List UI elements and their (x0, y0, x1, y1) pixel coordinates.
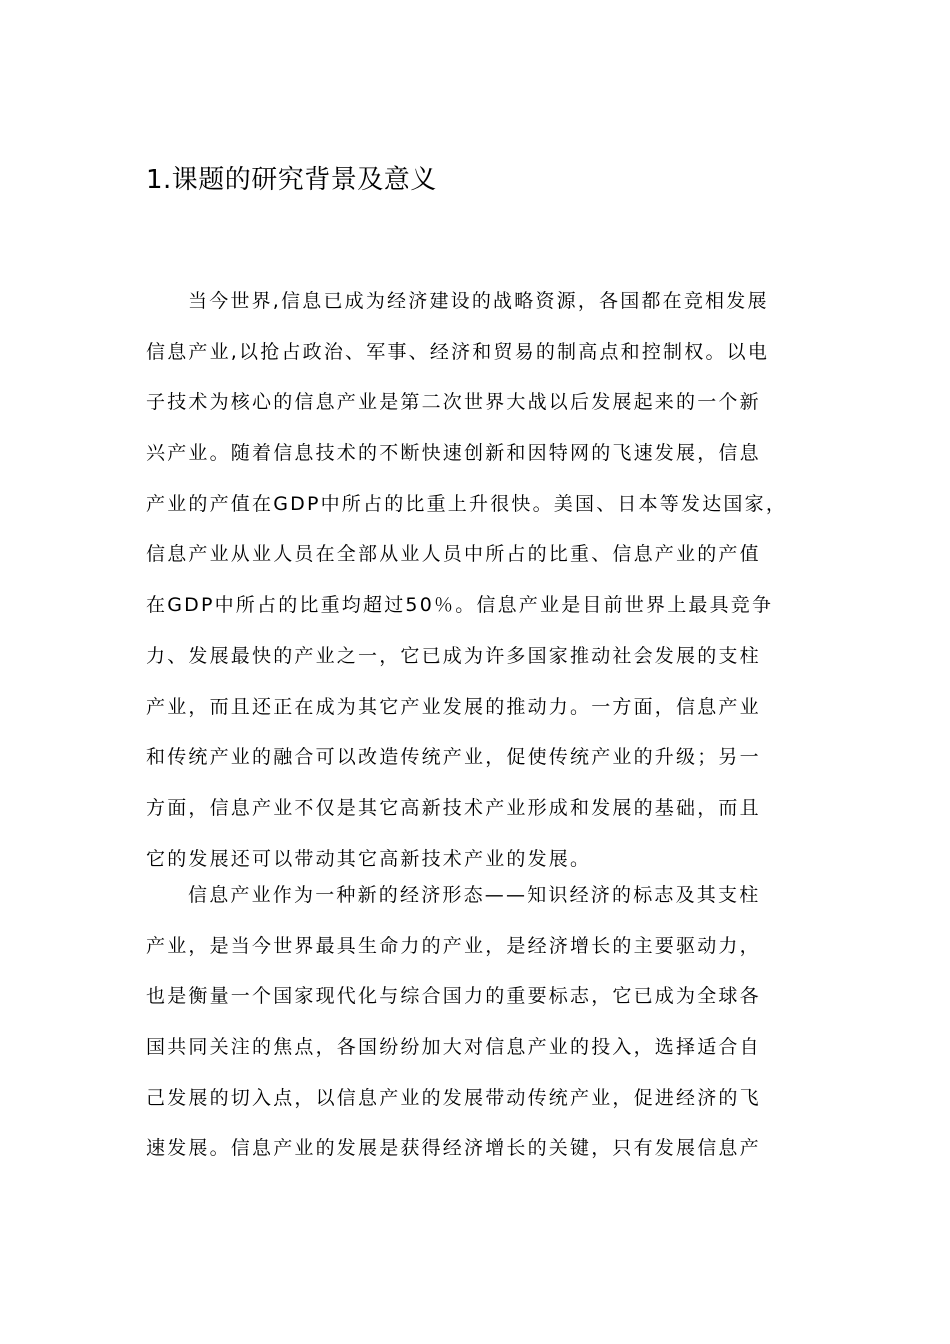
paragraph-line: 方面，信息产业不仅是其它高新技术产业形成和发展的基础，而且 (146, 796, 761, 819)
paragraph-line: 兴产业。随着信息技术的不断快速创新和因特网的飞速发展，信息 (146, 442, 761, 465)
section-heading: 1.课题的研究背景及意义 (146, 165, 437, 195)
paragraph-line: 和传统产业的融合可以改造传统产业，促使传统产业的升级；另一 (146, 746, 761, 769)
paragraph-line: 子技术为核心的信息产业是第二次世界大战以后发展起来的一个新 (146, 391, 761, 414)
body-paragraph-2 (146, 870, 761, 1174)
paragraph-line: 速发展。信息产业的发展是获得经济增长的关键，只有发展信息产 (146, 1137, 761, 1160)
paragraph-line: 当今世界,信息已成为经济建设的战略资源，各国都在竞相发展 (188, 290, 769, 312)
paragraph-line: 也是衡量一个国家现代化与综合国力的重要标志，它已成为全球各 (146, 985, 761, 1008)
paragraph-line: 国共同关注的焦点，各国纷纷加大对信息产业的投入，选择适合自 (146, 1036, 761, 1059)
paragraph-line: 信息产业,以抢占政治、军事、经济和贸易的制高点和控制权。以电 (146, 340, 770, 363)
paragraph-line: 它的发展还可以带动其它高新技术产业的发展。 (146, 847, 592, 870)
paragraph-line: 产业，是当今世界最具生命力的产业，是经济增长的主要驱动力， (146, 934, 761, 957)
paragraph-line: 在GDP中所占的比重均超过50％。信息产业是目前世界上最具竞争 (146, 594, 774, 617)
paragraph-line: 信息产业作为一种新的经济形态——知识经济的标志及其支柱 (188, 884, 761, 906)
paragraph-line: 产业，而且还正在成为其它产业发展的推动力。一方面，信息产业 (146, 695, 761, 718)
paragraph-line: 力、发展最快的产业之一，它已成为许多国家推动社会发展的支柱 (146, 644, 761, 667)
paragraph-line: 产业的产值在GDP中所占的比重上升很快。美国、日本等发达国家， (146, 492, 788, 515)
paragraph-line: 信息产业从业人员在全部从业人员中所占的比重、信息产业的产值 (146, 543, 761, 566)
paragraph-line: 己发展的切入点，以信息产业的发展带动传统产业，促进经济的飞 (146, 1086, 761, 1109)
body-paragraph-1 (146, 276, 787, 884)
